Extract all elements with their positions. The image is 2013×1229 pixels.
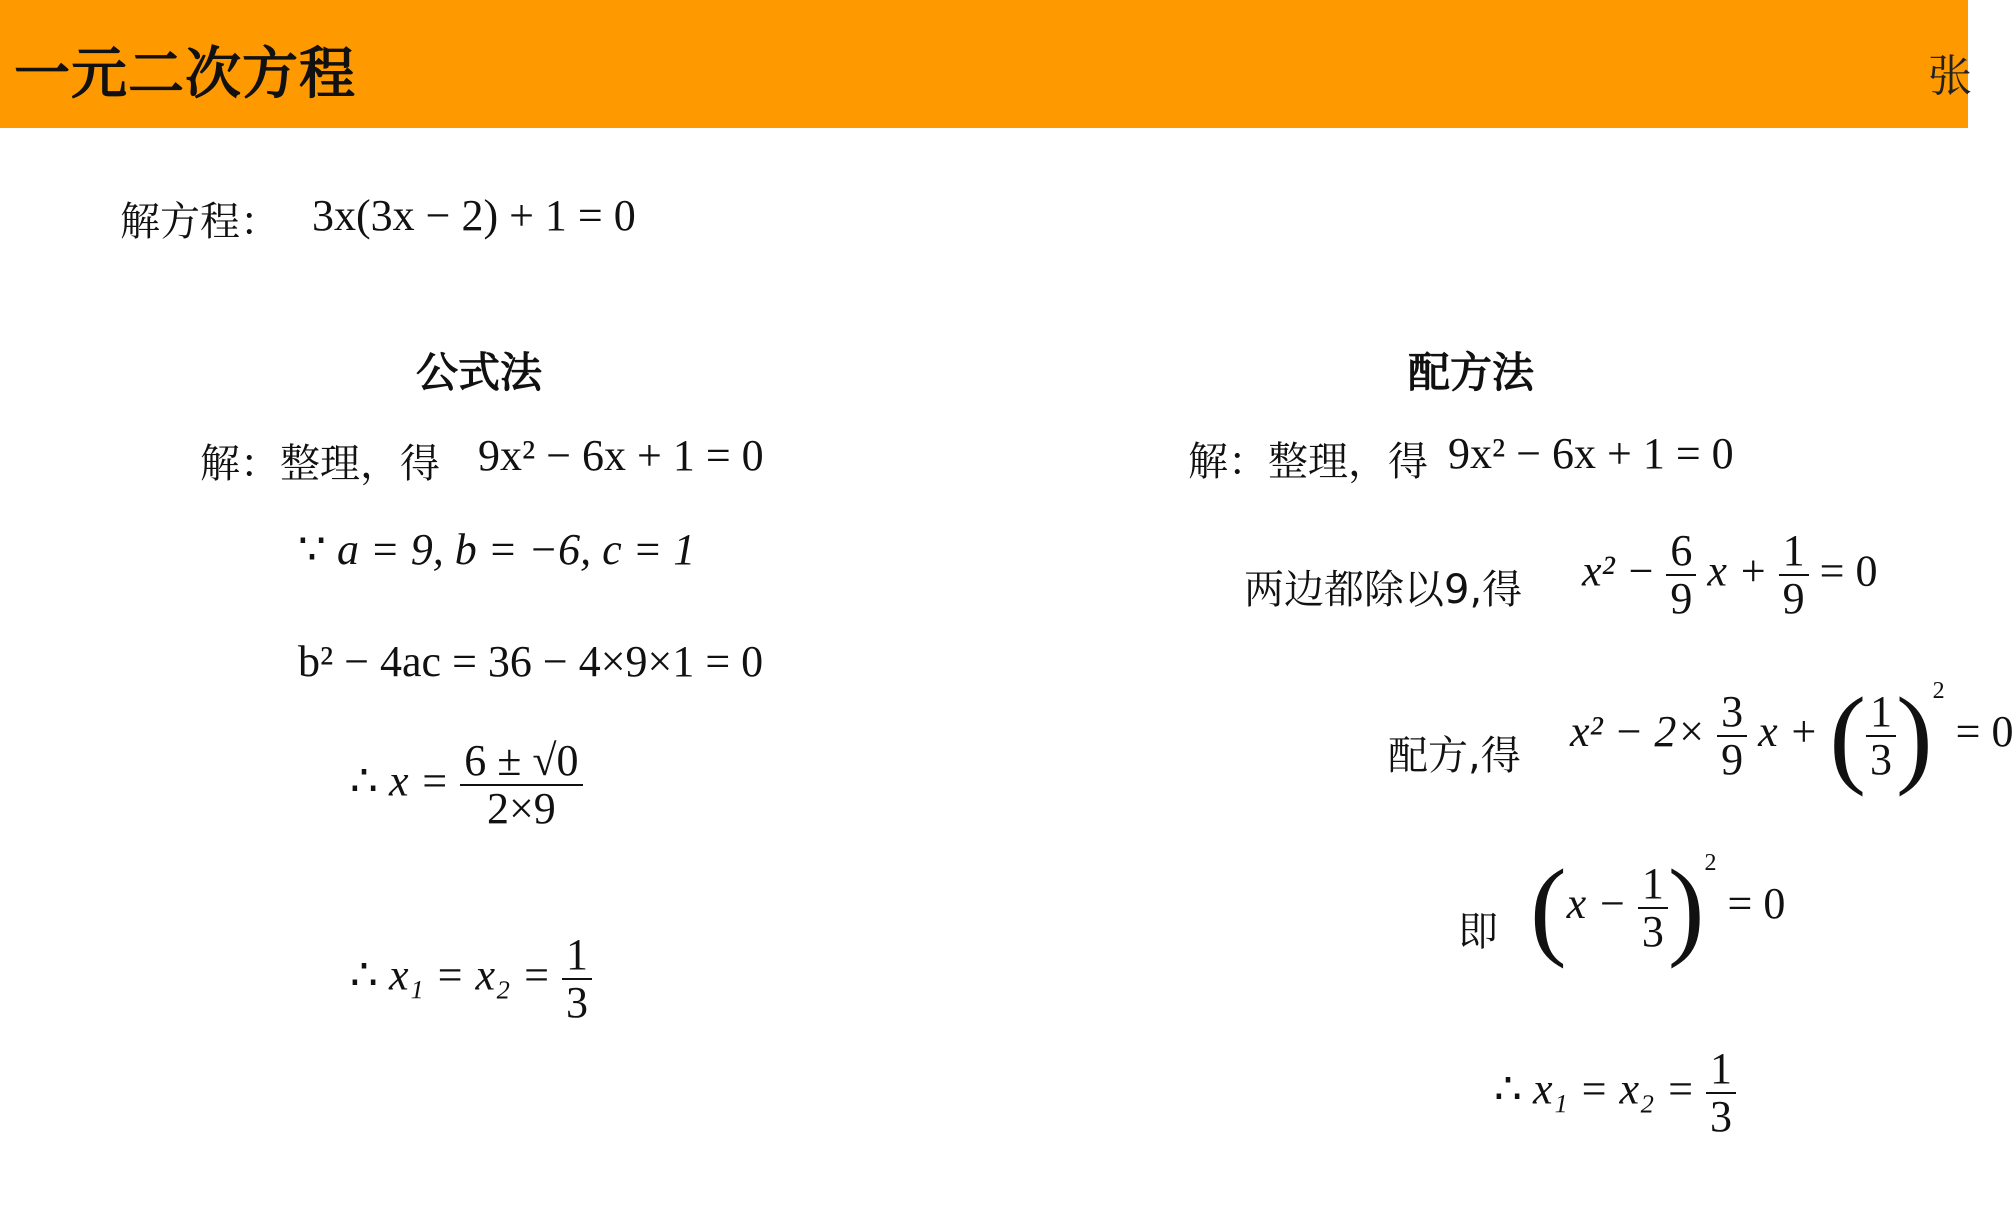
roots-fraction bbox=[562, 932, 592, 1026]
roots-equal: x₁ = x₂ = bbox=[1533, 1064, 1696, 1114]
coefficients: a = 9, b = −6, c = 1 bbox=[337, 525, 696, 574]
page-title: 一元二次方程 bbox=[14, 42, 356, 107]
roots-fraction-denominator: 3 bbox=[566, 978, 589, 1028]
square-step3-label: 配方,得 bbox=[1388, 733, 1521, 779]
title-bar bbox=[0, 0, 1972, 128]
therefore-symbol: ∴ bbox=[350, 950, 378, 1000]
formula-step5 bbox=[350, 932, 592, 1026]
completing-square-heading: 配方法 bbox=[1408, 348, 1535, 397]
problem-label: 解方程： bbox=[120, 199, 280, 245]
square-step4-equation: (x − $\frac{1}{3}$ )$^2$ = 0 bbox=[1530, 846, 1786, 969]
problem-equation: 3x(3x − 2) + 1 = 0 bbox=[312, 191, 636, 240]
formula-method-heading: 公式法 bbox=[416, 348, 543, 397]
formula-step2 bbox=[298, 524, 695, 575]
author-name-partial: 张 bbox=[1928, 51, 1972, 102]
square-step2-label: 两边都除以9,得 bbox=[1244, 567, 1523, 613]
root-fraction-numerator: 6 ± √0 bbox=[460, 738, 582, 786]
square-step3-equation: x² − 2× $\frac{3}{9}$ x + ( $\frac{1}{3}$ )$^2$ = 0 bbox=[1570, 674, 2013, 797]
formula-step4 bbox=[350, 738, 583, 832]
formula-step1-equation: 9x² − 6x + 1 = 0 bbox=[478, 431, 764, 480]
square-step4-label: 即 bbox=[1458, 909, 1498, 955]
square-step1-equation: 9x² − 6x + 1 = 0 bbox=[1448, 429, 1734, 478]
roots-fraction: $\frac{1}{3}$ bbox=[1706, 1046, 1736, 1140]
root-fraction-denominator: 2×9 bbox=[486, 784, 556, 834]
therefore-symbol: ∴ bbox=[1494, 1064, 1522, 1114]
square-step1-label: 解：整理，得 bbox=[1188, 439, 1428, 485]
root-fraction bbox=[460, 738, 582, 832]
formula-step1-label: 解：整理，得 bbox=[200, 441, 440, 487]
therefore-symbol: ∴ bbox=[350, 756, 378, 806]
square-step5 bbox=[1494, 1046, 1736, 1140]
roots-fraction-numerator: 1 bbox=[562, 932, 592, 980]
formula-step3-discriminant: b² − 4ac = 36 − 4×9×1 = 0 bbox=[298, 637, 764, 686]
square-step2-equation: x² − $\frac{6}{9}$ x + $\frac{1}{9}$ = 0 bbox=[1582, 526, 1878, 624]
because-symbol: ∵ bbox=[298, 525, 326, 574]
roots-equal: x₁ = x₂ = bbox=[389, 950, 552, 1000]
x-equals: x = bbox=[389, 756, 450, 806]
